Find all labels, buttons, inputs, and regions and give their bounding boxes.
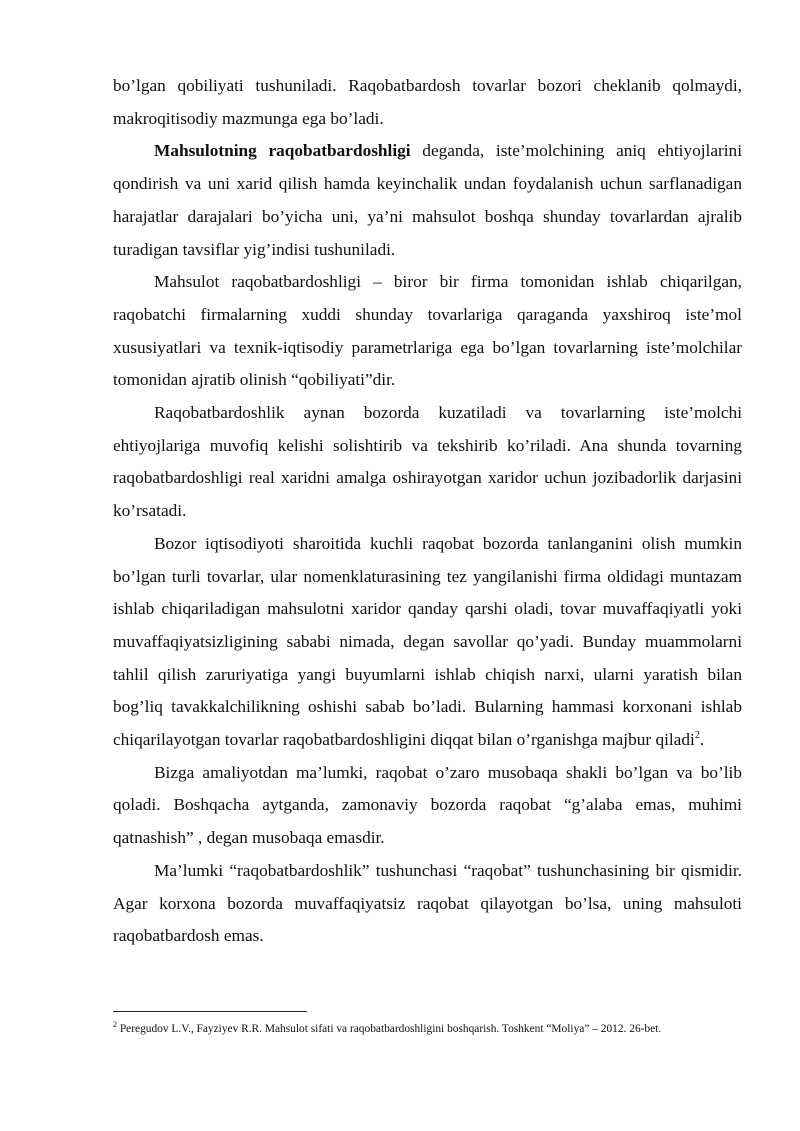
paragraph-text: bo’lgan qobiliyati tushuniladi. Raqobatbardosh tovarlar bozori cheklanib qolmaydi, makroqitisodiy mazmunga ega bo’ladi. <box>113 76 742 128</box>
footnote-number: 2 <box>113 1020 117 1030</box>
paragraph-text: Bizga amaliyotdan ma’lumki, raqobat o’zaro musobaqa shakli bo’lgan va bo’lib qoladi. Boshqacha aytganda, zamonaviy bozorda raqobat “g’alaba emas, muhimi qatnashish” , degan musobaqa emasdir. <box>113 762 742 848</box>
paragraph-2 <box>113 135 742 266</box>
paragraph-3 <box>113 266 742 397</box>
bold-term: Mahsulotning raqobatbardoshligi <box>154 141 411 161</box>
footnote <box>113 1021 742 1037</box>
footnote-text: Peregudov L.V., Fayziyev R.R. Mahsulot sifati va raqobatbardoshligini boshqarish. Toshkent “Moliya” – 2012. 26-bet. <box>117 1023 662 1035</box>
paragraph-7 <box>113 855 742 953</box>
paragraph-4 <box>113 397 742 528</box>
footnote-reference[interactable]: 2 <box>694 730 700 742</box>
paragraph-text: deganda, iste’molchining aniq ehtiyojlarini qondirish va uni xarid qilish hamda keyinchalik undan foydalanish uchun sarflanadigan harajatlar darajalari bo’yicha uni, ya’ni mahsulot boshqa shunday tovarlardan ajralib turadigan tavsiflar yig’indisi tushuniladi. <box>113 141 742 259</box>
document-body <box>113 70 742 953</box>
paragraph-text: Raqobatbardoshlik aynan bozorda kuzatiladi va tovarlarning iste’molchi ehtiyojlariga muvofiq kelishi solishtirib va tekshirib ko’riladi. Ana shunda tovarning raqobatbardoshligi real xaridni amalga oshirayotgan xaridor uchun jozibadorlik darjasini ko’rsatadi. <box>113 403 742 521</box>
paragraph-6 <box>113 757 742 855</box>
footnote-separator <box>113 1011 307 1012</box>
paragraph-text: Mahsulot raqobatbardoshligi – biror bir firma tomonidan ishlab chiqarilgan, raqobatchi firmalarning xuddi shunday tovarlariga qaraganda yaxshiroq iste’mol xususiyatlari va texnik-iqtisodiy parametrlariga ega bo’lgan tovarlarning iste’molchilar tomonidan ajratib olinish “qobiliyati”dir. <box>113 272 742 390</box>
paragraph-1 <box>113 70 742 135</box>
paragraph-end-punctuation: . <box>699 730 705 750</box>
paragraph-5 <box>113 528 742 757</box>
paragraph-text: Bozor iqtisodiyoti sharoitida kuchli raqobat bozorda tanlanganini olish mumkin bo’lgan turli tovarlar, ular nomenklaturasining tez yangilanishi firma oldidagi muntazam ishlab chiqariladigan mahsulotni xaridor qanday qarshi oladi, tovar muvaffaqiyatli yoki muvaffaqiyatsizligining sababi nimada, degan savollar qo’yadi. Bunday muammolarni tahlil qilish zaruriyatiga yangi buyumlarni ishlab chiqish narxi, ularni yaratish bilan bog’liq tavakkalchilikning oshishi sabab bo’ladi. Bularning hammasi korxonani ishlab chiqarilayotgan tovarlar raqobatbardoshligini diqqat bilan o’rganishga majbur qiladi <box>113 533 742 750</box>
paragraph-text: Ma’lumki “raqobatbardoshlik” tushunchasi “raqobat” tushunchasining bir qismidir. Agar korxona bozorda muvaffaqiyatsiz raqobat qilayotgan bo’lsa, uning mahsuloti raqobatbardosh emas. <box>113 860 742 946</box>
